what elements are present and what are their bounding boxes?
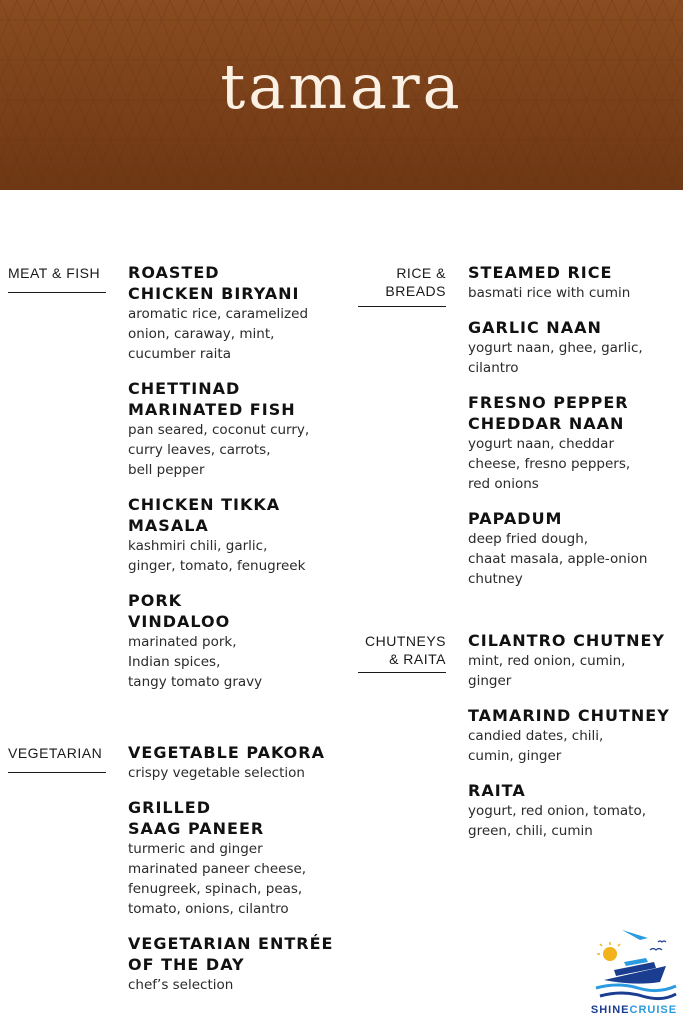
logo-wordmark: SHINECRUISE	[590, 1004, 678, 1016]
dish-description: turmeric and ginger marinated paneer cheese, fenugreek, spinach, peas, tomato, onions, cilantro	[128, 841, 307, 917]
divider	[8, 292, 106, 293]
dish-description: kashmiri chili, garlic, ginger, tomato, fenugreek	[128, 538, 306, 574]
dish-name: VEGETARIAN ENTRÉE OF THE DAY	[128, 934, 334, 974]
dish-description: yogurt naan, cheddar cheese, fresno peppers, red onions	[468, 436, 631, 492]
vegetarian-list	[128, 742, 343, 1009]
shine-cruise-logo	[588, 920, 680, 1020]
dish-name: CHETTINAD MARINATED FISH	[128, 379, 296, 419]
menu-item	[128, 590, 343, 692]
menu-item	[128, 262, 343, 364]
dish-description: basmati rice with cumin	[468, 285, 631, 301]
cruise-ship-icon	[588, 920, 680, 1004]
menu-item	[468, 508, 683, 589]
dish-name: TAMARIND CHUTNEY	[468, 706, 670, 725]
dish-name: RAITA	[468, 781, 526, 800]
dish-description: candied dates, chili, cumin, ginger	[468, 728, 604, 764]
menu-item	[468, 705, 683, 766]
dish-name: GRILLED SAAG PANEER	[128, 798, 265, 838]
category-meat-fish: MEAT & FISH	[8, 265, 101, 281]
dish-description: aromatic rice, caramelized onion, caraway, mint, cucumber raita	[128, 306, 309, 362]
divider	[8, 772, 106, 773]
menu-item	[468, 317, 683, 378]
dish-name: VEGETABLE PAKORA	[128, 743, 325, 762]
dish-description: pan seared, coconut curry, curry leaves, carrots, bell pepper	[128, 422, 310, 478]
divider	[358, 306, 446, 307]
category-rice-breads: RICE & BREADS	[385, 265, 446, 299]
dish-description: chef’s selection	[128, 977, 234, 993]
category-chutneys-raita: CHUTNEYS & RAITA	[364, 633, 446, 667]
dish-name: ROASTED CHICKEN BIRYANI	[128, 263, 300, 303]
category-vegetarian: VEGETARIAN	[8, 745, 103, 761]
menu-item	[128, 933, 343, 995]
menu-item	[128, 494, 343, 576]
menu-item	[128, 378, 343, 480]
dish-description: crispy vegetable selection	[128, 765, 305, 781]
divider	[358, 672, 446, 673]
rice-breads-list	[468, 262, 683, 603]
dish-name: CILANTRO CHUTNEY	[468, 631, 666, 650]
chutneys-raita-list	[468, 630, 683, 855]
dish-name: PORK VINDALOO	[128, 591, 231, 631]
meat-fish-list	[128, 262, 343, 706]
dish-description: mint, red onion, cumin, ginger	[468, 653, 626, 689]
dish-name: STEAMED RICE	[468, 263, 613, 282]
menu-item	[128, 742, 343, 783]
dish-name: CHICKEN TIKKA MASALA	[128, 495, 281, 535]
dish-name: PAPADUM	[468, 509, 563, 528]
dish-description: deep fried dough, chaat masala, apple-onion chutney	[468, 531, 648, 587]
menu-item	[468, 392, 683, 494]
menu-item	[128, 797, 343, 919]
dish-description: marinated pork, Indian spices, tangy tomato gravy	[128, 634, 263, 690]
menu-item	[468, 780, 683, 841]
dish-name: GARLIC NAAN	[468, 318, 602, 337]
restaurant-name: tamara	[220, 50, 463, 123]
dish-name: FRESNO PEPPER CHEDDAR NAAN	[468, 393, 629, 433]
dish-description: yogurt naan, ghee, garlic, cilantro	[468, 340, 643, 376]
header-banner	[0, 0, 683, 190]
menu-item	[468, 262, 683, 303]
dish-description: yogurt, red onion, tomato, green, chili, cumin	[468, 803, 647, 839]
menu-item	[468, 630, 683, 691]
